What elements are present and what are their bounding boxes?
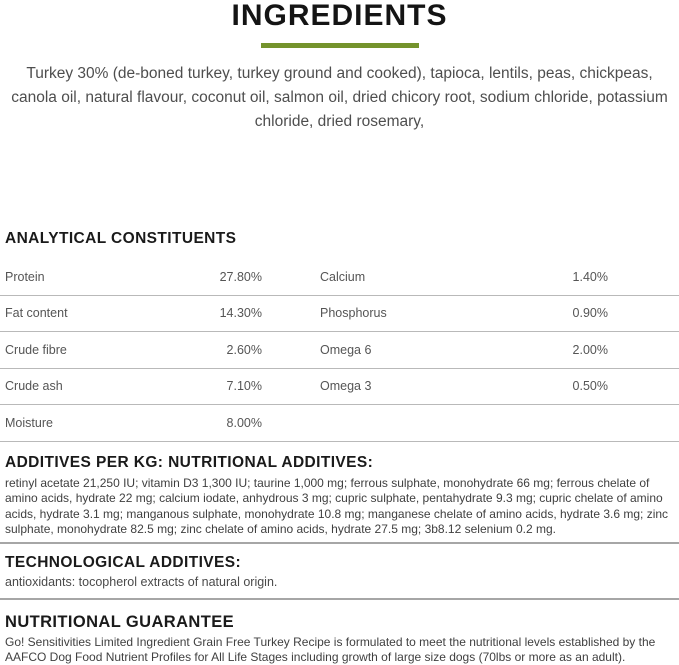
nutritional-guarantee-paragraph: Go! Sensitivities Limited Ingredient Grain Free Turkey Recipe is formulated to meet the nutritional levels established by the AAFCO Dog Food Nutrient Profiles for All Life Stages including growth of large size dogs (70lbs or more as an adult).	[5, 634, 656, 664]
table-row	[0, 259, 679, 296]
page-title: INGREDIENTS	[231, 0, 448, 32]
section-divider	[0, 542, 679, 544]
constituent-label: Omega 3	[320, 379, 372, 394]
constituent-value: 14.30%	[219, 306, 262, 321]
technological-additives-paragraph: antioxidants: tocopherol extracts of natural origin.	[5, 574, 278, 589]
table-cell-left	[0, 343, 262, 357]
constituent-value: 1.40%	[572, 269, 608, 284]
analytical-constituents-heading: ANALYTICAL CONSTITUENTS	[5, 230, 237, 247]
constituent-label: Phosphorus	[320, 306, 387, 321]
constituent-value: 27.80%	[219, 269, 262, 284]
table-row	[0, 332, 679, 369]
table-cell-right	[320, 306, 608, 320]
table-row	[0, 405, 679, 442]
constituent-value: 0.90%	[572, 306, 608, 321]
table-cell-left	[0, 306, 262, 320]
title-accent-bar	[261, 43, 419, 48]
table-cell-right	[320, 270, 608, 284]
nutritional-guarantee-heading: NUTRITIONAL GUARANTEE	[5, 612, 235, 631]
section-divider	[0, 598, 679, 600]
ingredients-paragraph: Turkey 30% (de-boned turkey, turkey ground and cooked), tapioca, lentils, peas, chickpeas, canola oil, natural flavour, coconut oil, salmon oil, dried chicory root, sodium chloride, potassium chloride, dried rosemary,	[11, 65, 668, 130]
nutritional-additives-paragraph: retinyl acetate 21,250 IU; vitamin D3 1,300 IU; taurine 1,000 mg; ferrous sulphate, monohydrate 66 mg; ferrous chelate of amino acids, hydrate 22 mg; calcium iodate, anhydrous 3 mg; cupric sulphate, pentahydrate 9.3 mg; cupric chelate of amino acids, hydrate 3.1 mg; manganous sulphate, monohydrate 10.8 mg; manganese chelate of amino acids, hydrate 3.6 mg; zinc sulphate, monohydrate 82.5 mg; zinc chelate of amino acids, hydrate 27.5 mg; 3b8.12 selenium 0.2 mg.	[5, 475, 669, 536]
table-cell-left	[0, 416, 262, 430]
constituent-label: Omega 6	[320, 342, 372, 357]
constituent-label: Protein	[5, 269, 45, 284]
analytical-constituents-table	[0, 259, 679, 442]
table-row	[0, 369, 679, 406]
nutritional-additives-heading: ADDITIVES PER KG: NUTRITIONAL ADDITIVES:	[5, 453, 374, 471]
constituent-label: Calcium	[320, 269, 366, 284]
constituent-value: 2.60%	[226, 342, 262, 357]
table-cell-right	[320, 379, 608, 393]
constituent-value: 8.00%	[226, 415, 262, 430]
technological-additives-heading: TECHNOLOGICAL ADDITIVES:	[5, 553, 242, 571]
table-cell-left	[0, 270, 262, 284]
constituent-label: Fat content	[5, 306, 68, 321]
table-cell-left	[0, 379, 262, 393]
constituent-value: 7.10%	[226, 379, 262, 394]
constituent-label: Crude ash	[5, 379, 63, 394]
constituent-label: Crude fibre	[5, 342, 67, 357]
constituent-value: 0.50%	[572, 379, 608, 394]
constituent-value: 2.00%	[572, 342, 608, 357]
constituent-label: Moisture	[5, 415, 53, 430]
table-row	[0, 296, 679, 333]
table-cell-right	[320, 343, 608, 357]
